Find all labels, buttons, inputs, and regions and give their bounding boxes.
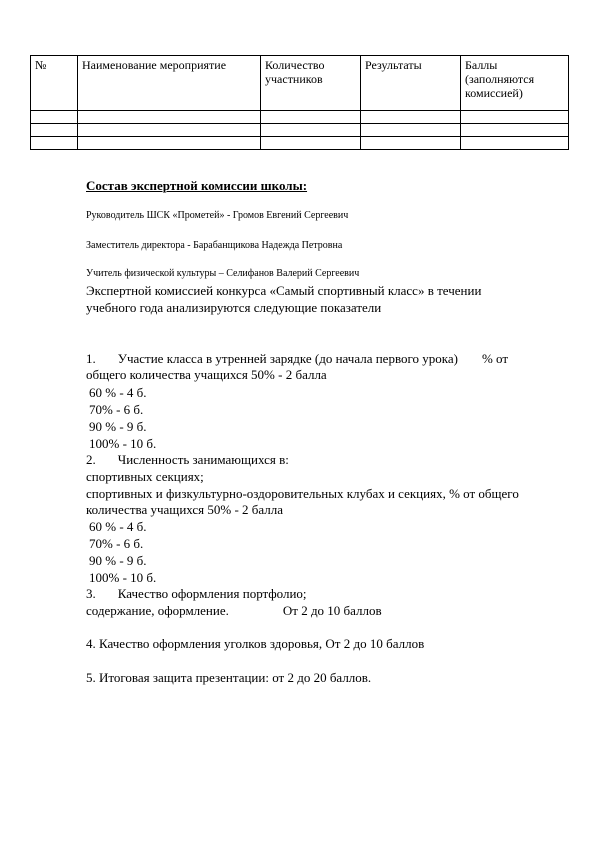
criterion-1-score-1: 60 % - 4 б. (89, 385, 147, 400)
commission-title: Состав экспертной комиссии школы: (86, 178, 308, 193)
commission-member-1: Руководитель ШСК «Прометей» - Громов Евгений Сергеевич (86, 210, 349, 221)
criterion-2-sub-2: спортивных и физкультурно-оздоровительных клубах и секциях, % от общего (86, 486, 519, 501)
events-table (30, 55, 569, 150)
criterion-5: 5. Итоговая защита презентации: от 2 до 20 баллов. (86, 670, 372, 685)
criterion-1-percent: % от (481, 351, 509, 366)
criterion-1-line-1 (86, 351, 508, 366)
criterion-1-score-4: 100% - 10 б. (89, 436, 157, 451)
criterion-3-line-1 (86, 586, 307, 601)
criterion-3-text: Качество оформления портфолио; (117, 586, 307, 601)
criterion-2-score-1: 60 % - 4 б. (89, 519, 147, 534)
criterion-2-number: 2. (86, 452, 96, 467)
commission-member-3: Учитель физической культуры – Селифанов Валерий Сергеевич (86, 268, 360, 279)
criterion-2-score-3: 90 % - 9 б. (89, 553, 147, 568)
criterion-1-score-2: 70% - 6 б. (89, 402, 144, 417)
commission-member-2: Заместитель директора - Барабанщикова Надежда Петровна (86, 240, 343, 251)
criterion-3-line-2 (86, 603, 382, 618)
header-cell-points: Баллы (заполняются комиссией) (461, 56, 569, 111)
criterion-2-score-4: 100% - 10 б. (89, 570, 157, 585)
table-row (31, 111, 569, 124)
criterion-3-range: От 2 до 10 баллов (282, 603, 382, 618)
header-cell-number: № (31, 56, 78, 111)
header-cell-event-name: Наименование мероприятие (78, 56, 261, 111)
criterion-1-line-2: общего количества учащихся 50% - 2 балла (86, 367, 327, 382)
table-row (31, 137, 569, 150)
intro-line-1: Экспертной комиссией конкурса «Самый спортивный класс» в течении (86, 283, 482, 298)
criterion-2-text: Численность занимающихся в: (117, 452, 289, 467)
criterion-3-number: 3. (86, 586, 96, 601)
criterion-1-text: Участие класса в утренней зарядке (до начала первого урока) (117, 351, 458, 366)
intro-line-2: учебного года анализируются следующие показатели (86, 300, 382, 315)
criterion-2-line-4: количества учащихся 50% - 2 балла (86, 502, 284, 517)
criterion-1-number: 1. (86, 351, 96, 366)
criterion-2-line-1 (86, 452, 289, 467)
criterion-1-score-3: 90 % - 9 б. (89, 419, 147, 434)
criterion-2-sub-1: спортивных секциях; (86, 469, 204, 484)
header-cell-results: Результаты (361, 56, 461, 111)
table-row (31, 124, 569, 137)
header-cell-participants: Количество участников (261, 56, 361, 111)
criterion-2-score-2: 70% - 6 б. (89, 536, 144, 551)
criterion-3-content: содержание, оформление. (86, 603, 229, 618)
table-header-row (31, 56, 569, 111)
criterion-4: 4. Качество оформления уголков здоровья, От 2 до 10 баллов (86, 636, 425, 651)
